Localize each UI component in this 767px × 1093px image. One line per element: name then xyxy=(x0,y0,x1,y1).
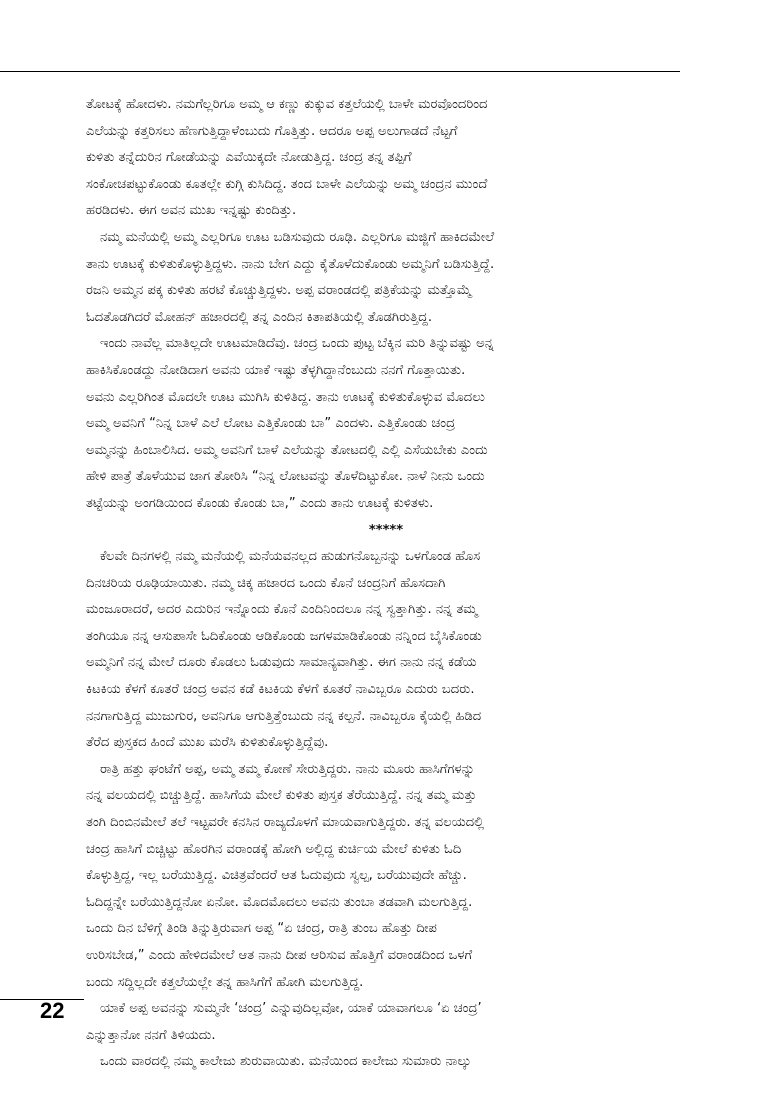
page-number: 22 xyxy=(40,998,65,1023)
text-line: ಎಲೆಯನ್ನು ಕತ್ತರಿಸಲು ಹೆಣಗುತ್ತಿದ್ದಾಳೆಂಬುದು ಗೊತ್ತಿತ್ತು. ಆದರೂ ಅಪ್ಪ ಅಲುಗಾಡದೆ ನೆಟ್ಟಗೆ xyxy=(86,123,458,139)
text-line: ಯಾಕೆ ಅಪ್ಪ ಅವನನ್ನು ಸುಮ್ಮನೇ ‘ಚಂದ್ರ’ ಎನ್ನುವುದಿಲ್ಲವೋ, ಯಾಕೆ ಯಾವಾಗಲೂ ‘ಏ ಚಂದ್ರ’ xyxy=(100,1001,482,1017)
text-line: ಹೇಳಿ ಪಾತ್ರೆ ತೊಳೆಯುವ ಜಾಗ ತೋರಿಸಿ “ನಿನ್ನ ಲೋಟವನ್ನು ತೊಳೆದಿಟ್ಟುಕೋ. ನಾಳೆ ನೀನು ಒಂದು xyxy=(86,469,485,485)
text-line: ಅಮ್ಮನನ್ನು ಹಿಂಬಾಲಿಸಿದ. ಅಮ್ಮ ಅವನಿಗೆ ಬಾಳೆ ಎಲೆಯನ್ನು ತೋಟದಲ್ಲಿ ಎಲ್ಲಿ ಎಸೆಯಬೇಕು ಎಂದು xyxy=(86,442,488,458)
text-line: ದಿನಚರಿಯ ರೂಢಿಯಾಯಿತು. ನಮ್ಮ ಚಿಕ್ಕ ಹಜಾರದ ಒಂದು ಕೊನೆ ಚಂದ್ರನಿಗೆ ಹೊಸದಾಗಿ xyxy=(86,575,446,591)
text-line: ಹಾಕಿಸಿಕೊಂಡದ್ದು ನೋಡಿದಾಗ ಅವನು ಯಾಕೆ ಇಷ್ಟು ತೆಳ್ಳಗಿದ್ದಾನೆಂಬುದು ನನಗೆ ಗೊತ್ತಾಯಿತು. xyxy=(86,362,466,378)
text-line: ಓದಿದ್ದನ್ನೇ ಬರೆಯುತ್ತಿದ್ದನೋ ಏನೋ. ಮೊದಮೊದಲು ಅವನು ತುಂಬಾ ತಡವಾಗಿ ಮಲಗುತ್ತಿದ್ದ. xyxy=(86,894,473,910)
text-line: ಸಂಕೋಚಪಟ್ಟುಕೊಂಡು ಕೂತಲ್ಲೇ ಕುಗ್ಗಿ ಕುಸಿದಿದ್ದ. ತಂದ ಬಾಳೇ ಎಲೆಯನ್ನು ಅಮ್ಮ ಚಂದ್ರನ ಮುಂದೆ xyxy=(86,176,488,192)
text-line: ಅವನು ಎಲ್ಲರಿಗಿಂತ ಮೊದಲೇ ಊಟ ಮುಗಿಸಿ ಕುಳಿತಿದ್ದ. ತಾನು ಊಟಕ್ಕೆ ಕುಳಿತುಕೊಳ್ಳುವ ಮೊದಲು xyxy=(86,389,485,405)
top-rule xyxy=(0,71,680,72)
text-line: ಒಂದು ವಾರದಲ್ಲಿ ನಮ್ಮ ಕಾಲೇಜು ಶುರುವಾಯಿತು. ಮನೆಯಿಂದ ಕಾಲೇಜು ಸುಮಾರು ನಾಲ್ಕು xyxy=(100,1054,472,1070)
page-body-text xyxy=(86,92,686,1076)
text-line: ನಮ್ಮ ಮನೆಯಲ್ಲಿ ಅಮ್ಮ ಎಲ್ಲರಿಗೂ ಊಟ ಬಡಿಸುವುದು ರೂಢಿ. ಎಲ್ಲರಿಗೂ ಮಜ್ಜಿಗೆ ಹಾಕಿದಮೇಲೆ xyxy=(100,229,495,245)
text-line: ನನ್ನ ವಲಯದಲ್ಲಿ ಬಿಚ್ಚುತ್ತಿದ್ದೆ. ಹಾಸಿಗೆಯ ಮೇಲೆ ಕುಳಿತು ಪುಸ್ತಕ ತೆರೆಯುತ್ತಿದ್ದೆ. ನನ್ನ ತಮ್ಮ ಮತ್ತು xyxy=(86,788,477,804)
text-line: ತಂಗಿಯೂ ನನ್ನ ಆಸುಪಾಸೇ ಓದಿಕೊಂಡು ಆಡಿಕೊಂಡು ಜಗಳಮಾಡಿಕೊಂಡು ನನ್ನಿಂದ ಬೈಸಿಕೊಂಡು xyxy=(86,628,482,644)
text-line: ಓದತೊಡಗಿದರೆ ಮೋಹನ್ ಹಜಾರದಲ್ಲಿ ತನ್ನ ಎಂದಿನ ಕಿತಾಪತಿಯಲ್ಲಿ ತೊಡಗಿರುತ್ತಿದ್ದ. xyxy=(86,309,433,325)
text-line: ಅಮ್ಮ ಅವನಿಗೆ “ನಿನ್ನ ಬಾಳೆ ಎಲೆ ಲೋಟ ಎತ್ತಿಕೊಂಡು ಬಾ” ಎಂದಳು. ಎತ್ತಿಕೊಂಡು ಚಂದ್ರ xyxy=(86,416,456,432)
section-separator: ***** xyxy=(368,522,404,538)
text-line: ಎನ್ನುತ್ತಾನೋ ನನಗೆ ತಿಳಿಯದು. xyxy=(86,1027,216,1043)
text-line: ಬಂದು ಸದ್ದಿಲ್ಲದೇ ಕತ್ತಲೆಯಲ್ಲೇ ತನ್ನ ಹಾಸಿಗೆಗೆ ಹೋಗಿ ಮಲಗುತ್ತಿದ್ದ. xyxy=(86,974,364,990)
text-line: ಚಂದ್ರ ಹಾಸಿಗೆ ಬಿಚ್ಚಿಟ್ಟು ಹೊರಗಿನ ವರಾಂಡಕ್ಕೆ ಹೋಗಿ ಅಲ್ಲಿದ್ದ ಕುರ್ಚಿಯ ಮೇಲೆ ಕುಳಿತು ಓದಿ xyxy=(86,841,462,857)
text-line: ತೋಟಕ್ಕೆ ಹೋದಳು. ನಮಗೆಲ್ಲರಿಗೂ ಅಮ್ಮ ಆ ಕಣ್ಣು ಕುಕ್ಕುವ ಕತ್ತಲೆಯಲ್ಲಿ ಬಾಳೇ ಮರವೊಂದರಿಂದ xyxy=(86,97,488,112)
text-line: ರಜನಿ ಅಮ್ಮನ ಪಕ್ಕ ಕುಳಿತು ಹರಟೆ ಕೊಚ್ಚುತ್ತಿದ್ದಳು. ಅಪ್ಪ ವರಾಂಡದಲ್ಲಿ ಪತ್ರಿಕೆಯನ್ನು ಮತ್ತೊಮ್ಮೆ xyxy=(86,283,472,299)
text-line: ತಟ್ಟೆಯನ್ನು ಅಂಗಡಿಯಿಂದ ಕೊಂಡು ಕೊಂಡು ಬಾ,” ಎಂದು ತಾನು ಊಟಕ್ಕೆ ಕುಳಿತಳು. xyxy=(86,495,434,511)
text-line: ರಾತ್ರಿ ಹತ್ತು ಘಂಟೆಗೆ ಅಪ್ಪ, ಅಮ್ಮ ತಮ್ಮ ಕೋಣೆ ಸೇರುತ್ತಿದ್ದರು. ನಾನು ಮೂರು ಹಾಸಿಗೆಗಳನ್ನು xyxy=(100,761,475,777)
text-line: ಕೊಳ್ಳುತ್ತಿದ್ದ, ಇಲ್ಲ ಬರೆಯುತ್ತಿದ್ದ. ವಿಚಿತ್ರವೆಂದರೆ ಆತ ಓದುವುದು ಸ್ವಲ್ಪ, ಬರೆಯುವುದೇ ಹೆಚ್ಚು. xyxy=(86,868,467,884)
text-line: ಹರಡಿದಳು. ಈಗ ಅವನ ಮುಖ ಇನ್ನಷ್ಟು ಕುಂದಿತ್ತು. xyxy=(86,203,297,219)
text-line: ಉರಿಸಬೇಡ,” ಎಂದು ಹೇಳಿದಮೇಲೆ ಆತ ನಾನು ದೀಪ ಆರಿಸುವ ಹೊತ್ತಿಗೆ ವರಾಂಡದಿಂದ ಒಳಗೆ xyxy=(86,948,473,963)
text-line: ಅಮ್ಮನಿಗೆ ನನ್ನ ಮೇಲೆ ದೂರು ಕೊಡಲು ಓಡುವುದು ಸಾಮಾನ್ಯವಾಗಿತ್ತು. ಈಗ ನಾನು ನನ್ನ ಕಡೆಯ xyxy=(86,655,477,671)
text-line: ಒಂದು ದಿನ ಬೆಳಿಗ್ಗೆ ತಿಂಡಿ ತಿನ್ನುತ್ತಿರುವಾಗ ಅಪ್ಪ “ಏ ಚಂದ್ರ, ರಾತ್ರಿ ತುಂಬ ಹೊತ್ತು ದೀಪ xyxy=(86,921,437,937)
text-line: ನನಗಾಗುತ್ತಿದ್ದ ಮುಜುಗುರ, ಅವನಿಗೂ ಆಗುತ್ತಿತ್ತೆಂಬುದು ನನ್ನ ಕಲ್ಪನೆ. ನಾವಿಬ್ಬರೂ ಕೈಯಲ್ಲಿ ಹಿಡಿದ xyxy=(86,708,482,724)
text-line: ತಂಗಿ ದಿಂಬಿನಮೇಲೆ ತಲೆ ಇಟ್ಟವರೇ ಕನಸಿನ ರಾಜ್ಯದೊಳಗೆ ಮಾಯವಾಗುತ್ತಿದ್ದರು. ತನ್ನ ವಲಯದಲ್ಲಿ xyxy=(86,815,485,831)
text-line: ಕೆಲವೇ ದಿನಗಳಲ್ಲಿ ನಮ್ಮ ಮನೆಯಲ್ಲಿ ಮನೆಯವನಲ್ಲದ ಹುಡುಗನೊಬ್ಬನನ್ನು ಒಳಗೊಂಡ ಹೊಸ xyxy=(100,549,481,565)
text-line: ಕಿಟಕಿಯ ಕೆಳಗೆ ಕೂತರೆ ಚಂದ್ರ ಅವನ ಕಡೆ ಕಿಟಕಿಯ ಕೆಳಗೆ ಕೂತರೆ ನಾವಿಬ್ಬರೂ ಎದುರು ಬದರು. xyxy=(86,682,475,698)
text-line: ಕುಳಿತು ತನ್ನೆದುರಿನ ಗೋಡೆಯನ್ನು ಎವೆಯಿಕ್ಕದೇ ನೋಡುತ್ತಿದ್ದ. ಚಂದ್ರ ತನ್ನ ತಪ್ಪಿಗೆ xyxy=(86,150,412,166)
text-line: ಮಂಜೂರಾದರೆ, ಅದರ ಎದುರಿನ ಇನ್ನೊಂದು ಕೊನೆ ಎಂದಿನಿಂದಲೂ ನನ್ನ ಸ್ವತ್ತಾಗಿತ್ತು. ನನ್ನ ತಮ್ಮ xyxy=(86,602,478,618)
text-line: ತಾನು ಊಟಕ್ಕೆ ಕುಳಿತುಕೊಳ್ಳುತ್ತಿದ್ದಳು. ನಾನು ಬೇಗ ಎದ್ದು ಕೈತೊಳೆದುಕೊಂಡು ಅಮ್ಮನಿಗೆ ಬಡಿಸುತ್ತಿದ್ದೆ. xyxy=(86,256,495,272)
text-line: ಇಂದು ನಾವೆಲ್ಲ ಮಾತಿಲ್ಲದೇ ಊಟಮಾಡಿದೆವು. ಚಂದ್ರ ಒಂದು ಪುಟ್ಟ ಬೆಕ್ಕಿನ ಮರಿ ತಿನ್ನುವಷ್ಟು ಅನ್ನ xyxy=(100,336,494,352)
text-line: ತೆರೆದ ಪುಸ್ತಕದ ಹಿಂದೆ ಮುಖ ಮರೆಸಿ ಕುಳಿತುಕೊಳ್ಳುತ್ತಿದ್ದೆವು. xyxy=(86,735,329,751)
